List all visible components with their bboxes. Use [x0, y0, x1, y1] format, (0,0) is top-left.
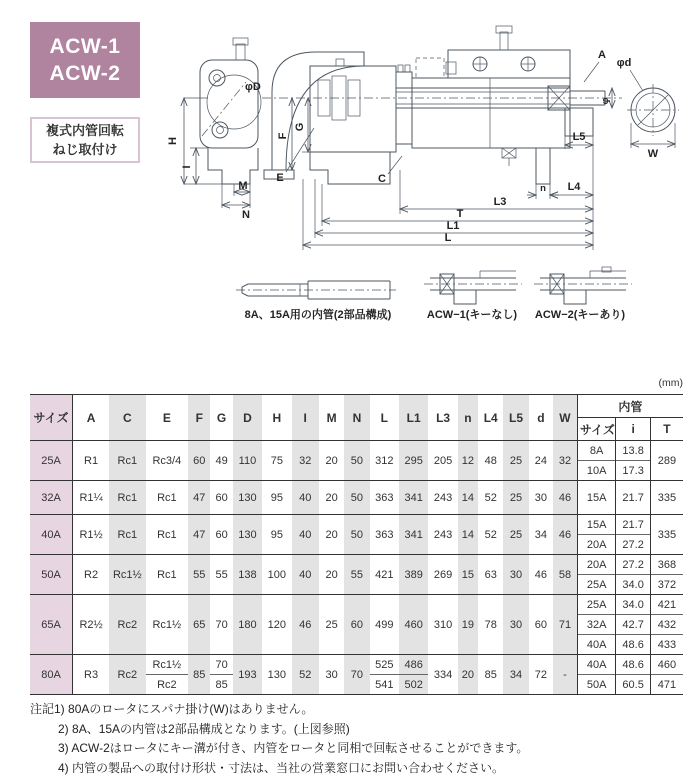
table-cell: 20	[319, 555, 344, 595]
table-cell: 70	[344, 655, 369, 695]
note-4	[30, 759, 670, 779]
table-cell: 24	[529, 441, 553, 481]
table-cell: 12	[458, 441, 478, 481]
table-row	[30, 515, 683, 535]
column-header-A: A	[73, 395, 110, 441]
table-cell: 14	[458, 515, 478, 555]
dim-label-T: T	[456, 208, 464, 220]
inner-i-cell: 60.5	[616, 675, 650, 695]
inner-size-cell: 20A	[577, 555, 616, 575]
table-cell: R1½	[73, 515, 110, 555]
table-cell: 60	[188, 441, 210, 481]
inner-T-cell: 368	[650, 555, 683, 575]
table-cell: 341	[399, 481, 428, 515]
column-header-F: F	[188, 395, 210, 441]
column-header-L: L	[370, 395, 399, 441]
table-cell: 486	[399, 655, 428, 675]
table-cell: R3	[73, 655, 110, 695]
inner-i-cell: 21.7	[616, 481, 650, 515]
column-header-inner-1: i	[616, 418, 650, 441]
table-cell: R1¼	[73, 481, 110, 515]
table-cell: 269	[428, 555, 457, 595]
inner-size-cell: 50A	[577, 675, 616, 695]
table-cell: 85	[478, 655, 503, 695]
table-cell: 60	[529, 595, 553, 655]
inner-i-cell: 27.2	[616, 535, 650, 555]
dim-label-W: W	[647, 148, 659, 160]
table-cell: 40	[292, 555, 319, 595]
table-cell: 243	[428, 515, 457, 555]
table-cell: 71	[553, 595, 577, 655]
note-3-text: ACW-2はロータにキー溝が付き、内管をロータと同相で回転させることができます。	[71, 741, 529, 755]
column-header-L1: L1	[399, 395, 428, 441]
dim-label-E: E	[276, 172, 284, 184]
table-cell: 541	[370, 675, 399, 695]
table-cell: 47	[188, 515, 210, 555]
table-cell: 50	[344, 515, 369, 555]
column-header-d: d	[529, 395, 553, 441]
table-cell: 52	[292, 655, 319, 695]
table-cell: Rc1	[109, 481, 146, 515]
subtitle-line1: 複式内管回転	[45, 123, 124, 138]
size-cell: 80A	[30, 655, 73, 695]
table-cell: Rc1½	[146, 655, 189, 675]
dim-label-G: G	[294, 122, 306, 132]
detail-acw1	[424, 271, 522, 304]
column-header-L5: L5	[503, 395, 528, 441]
column-header-L4: L4	[478, 395, 503, 441]
inner-T-cell: 471	[650, 675, 683, 695]
inner-size-cell: 15A	[577, 481, 616, 515]
table-cell: 40	[292, 481, 319, 515]
column-header-G: G	[210, 395, 232, 441]
caption-acw2: ACW−2(キーあり)	[534, 309, 626, 321]
dim-label-L: L	[444, 232, 452, 244]
table-cell: 52	[478, 481, 503, 515]
inner-T-cell: 372	[650, 575, 683, 595]
column-header-n: n	[458, 395, 478, 441]
inner-size-cell: 25A	[577, 595, 616, 615]
table-cell: 20	[319, 515, 344, 555]
dim-label-phi: φ	[600, 97, 611, 105]
column-header-C: C	[109, 395, 146, 441]
table-cell: 32	[553, 441, 577, 481]
section-view-dimensions	[276, 49, 675, 250]
inner-T-cell: 421	[650, 595, 683, 615]
table-cell: 525	[370, 655, 399, 675]
size-cell: 40A	[30, 515, 73, 555]
table-cell: 40	[292, 515, 319, 555]
table-cell: Rc1½	[109, 555, 146, 595]
table-cell: Rc3/4	[146, 441, 189, 481]
inner-i-cell: 13.8	[616, 441, 650, 461]
table-cell: 130	[262, 655, 291, 695]
table-cell: 30	[503, 555, 528, 595]
table-cell: Rc1	[109, 441, 146, 481]
dim-label-C: C	[378, 173, 386, 185]
dim-label-phid: φd	[616, 57, 632, 69]
table-cell: 47	[188, 481, 210, 515]
table-cell: 193	[233, 655, 262, 695]
dim-label-M: M	[238, 180, 248, 192]
spec-table	[30, 394, 683, 695]
inner-size-cell: 32A	[577, 615, 616, 635]
table-cell: 20	[458, 655, 478, 695]
inner-size-cell: 10A	[577, 461, 616, 481]
model-badge	[30, 22, 140, 98]
column-header-I: I	[292, 395, 319, 441]
table-cell: 25	[319, 595, 344, 655]
dim-label-L3: L3	[493, 196, 507, 208]
table-cell: 50	[344, 441, 369, 481]
inner-i-cell: 21.7	[616, 515, 650, 535]
inner-i-cell: 34.0	[616, 575, 650, 595]
column-header-inner-2: T	[650, 418, 683, 441]
caption-inner-pipe: 8A、15A用の内管(2部品構成)	[244, 309, 392, 321]
inner-i-cell: 34.0	[616, 595, 650, 615]
table-cell: 243	[428, 481, 457, 515]
table-cell: 72	[529, 655, 553, 695]
inner-i-cell: 48.6	[616, 655, 650, 675]
inner-T-cell: 335	[650, 515, 683, 555]
caption-acw1: ACW−1(キーなし)	[426, 309, 518, 321]
size-cell: 25A	[30, 441, 73, 481]
table-cell: 34	[529, 515, 553, 555]
note-3-label: 3)	[58, 741, 69, 755]
table-cell: 30	[319, 655, 344, 695]
table-cell: 49	[210, 441, 232, 481]
table-cell: R2	[73, 555, 110, 595]
inner-T-cell: 432	[650, 615, 683, 635]
model-name-acw1: ACW-1	[49, 35, 121, 58]
table-cell: 20	[319, 481, 344, 515]
dim-label-H: H	[167, 137, 179, 145]
subtitle-box	[30, 117, 140, 163]
unit-label: (mm)	[658, 377, 683, 389]
column-header-inner-0: サイズ	[577, 418, 616, 441]
dim-label-A: A	[598, 49, 606, 61]
table-cell: 30	[503, 595, 528, 655]
table-cell: 58	[553, 555, 577, 595]
table-cell: 25	[503, 515, 528, 555]
column-header-E: E	[146, 395, 189, 441]
inner-size-cell: 15A	[577, 515, 616, 535]
table-cell: Rc2	[109, 595, 146, 655]
table-cell: Rc1	[146, 515, 189, 555]
table-cell: 46	[529, 555, 553, 595]
column-header-W: W	[553, 395, 577, 441]
table-cell: 60	[210, 481, 232, 515]
table-cell: 55	[344, 555, 369, 595]
note-2-text: 8A、15Aの内管は2部品構成となります。(上図参照)	[72, 721, 350, 736]
column-group-inner-pipe: 内管	[577, 395, 683, 418]
table-cell: 95	[262, 515, 291, 555]
table-cell: 65	[188, 595, 210, 655]
table-cell: Rc1	[146, 555, 189, 595]
table-cell: Rc1	[146, 481, 189, 515]
table-cell: 46	[292, 595, 319, 655]
table-cell: 50	[344, 481, 369, 515]
note-1-label: 注記1)	[30, 702, 65, 716]
note-2-label: 2)	[58, 721, 69, 736]
inner-i-cell: 27.2	[616, 555, 650, 575]
inner-i-cell: 42.7	[616, 615, 650, 635]
table-cell: 341	[399, 515, 428, 555]
dim-label-N: N	[242, 209, 250, 221]
inner-size-cell: 20A	[577, 535, 616, 555]
table-row	[30, 441, 683, 461]
table-row	[30, 481, 683, 515]
table-cell: 52	[478, 515, 503, 555]
table-cell: 363	[370, 515, 399, 555]
inner-T-cell: 433	[650, 635, 683, 655]
table-cell: 499	[370, 595, 399, 655]
table-cell: 25	[503, 481, 528, 515]
inner-size-cell: 25A	[577, 575, 616, 595]
table-cell: 32	[292, 441, 319, 481]
column-header-M: M	[319, 395, 344, 441]
table-cell: 120	[262, 595, 291, 655]
table-cell: 25	[503, 441, 528, 481]
table-cell: R2½	[73, 595, 110, 655]
table-cell: -	[553, 655, 577, 695]
table-cell: 460	[399, 595, 428, 655]
table-row	[30, 595, 683, 615]
table-cell: 70	[210, 655, 232, 675]
inner-T-cell: 289	[650, 441, 683, 481]
note-3	[30, 739, 670, 759]
table-cell: 138	[233, 555, 262, 595]
detail-acw2	[534, 267, 632, 304]
table-cell: 310	[428, 595, 457, 655]
table-cell: R1	[73, 441, 110, 481]
subtitle-line2: ねじ取付け	[52, 142, 118, 157]
table-cell: 130	[233, 481, 262, 515]
dim-label-n: n	[540, 183, 546, 194]
table-cell: 205	[428, 441, 457, 481]
inner-size-cell: 40A	[577, 635, 616, 655]
table-cell: 60	[210, 515, 232, 555]
table-cell: 75	[262, 441, 291, 481]
size-cell: 50A	[30, 555, 73, 595]
table-cell: 502	[399, 675, 428, 695]
table-cell: 421	[370, 555, 399, 595]
table-cell: 30	[529, 481, 553, 515]
table-cell: Rc2	[109, 655, 146, 695]
table-cell: 14	[458, 481, 478, 515]
dim-label-L5: L5	[572, 131, 586, 143]
table-cell: 312	[370, 441, 399, 481]
table-cell: 55	[188, 555, 210, 595]
table-cell: 70	[210, 595, 232, 655]
table-cell: 20	[319, 441, 344, 481]
table-cell: 60	[344, 595, 369, 655]
column-header-H: H	[262, 395, 291, 441]
column-header-L3: L3	[428, 395, 457, 441]
inner-size-cell: 40A	[577, 655, 616, 675]
side-view-dimensions	[167, 81, 261, 221]
table-row	[30, 655, 683, 675]
column-header-size: サイズ	[30, 395, 73, 441]
table-cell: 100	[262, 555, 291, 595]
technical-drawing	[150, 18, 688, 328]
note-4-label: 4)	[58, 760, 69, 775]
note-4-text: 内管の製品への取付け形状・寸法は、当社の営業窓口にお問い合わせください。	[72, 760, 505, 775]
size-cell: 65A	[30, 595, 73, 655]
dim-label-I: I	[181, 165, 193, 169]
inner-T-cell: 335	[650, 481, 683, 515]
table-row	[30, 555, 683, 575]
table-cell: 19	[458, 595, 478, 655]
table-cell: 78	[478, 595, 503, 655]
note-2	[30, 720, 670, 740]
table-cell: 334	[428, 655, 457, 695]
column-header-N: N	[344, 395, 369, 441]
table-cell: Rc1½	[146, 595, 189, 655]
inner-size-cell: 8A	[577, 441, 616, 461]
table-cell: 85	[188, 655, 210, 695]
table-cell: Rc1	[109, 515, 146, 555]
dim-label-L4: L4	[567, 181, 581, 193]
inner-i-cell: 17.3	[616, 461, 650, 481]
table-cell: 48	[478, 441, 503, 481]
column-header-D: D	[233, 395, 262, 441]
model-name-acw2: ACW-2	[49, 62, 121, 85]
table-cell: 46	[553, 481, 577, 515]
inner-i-cell: 48.6	[616, 635, 650, 655]
size-cell: 32A	[30, 481, 73, 515]
table-cell: 34	[503, 655, 528, 695]
header-row	[30, 395, 683, 418]
detail-inner-pipe	[236, 281, 396, 299]
table-cell: Rc2	[146, 675, 189, 695]
side-view	[200, 38, 261, 184]
table-cell: 15	[458, 555, 478, 595]
section-view	[262, 26, 679, 184]
dim-label-L1: L1	[446, 220, 460, 232]
table-cell: 63	[478, 555, 503, 595]
table-cell: 363	[370, 481, 399, 515]
table-cell: 389	[399, 555, 428, 595]
table-cell: 110	[233, 441, 262, 481]
table-cell: 95	[262, 481, 291, 515]
table-cell: 130	[233, 515, 262, 555]
table-cell: 55	[210, 555, 232, 595]
table-cell: 46	[553, 515, 577, 555]
table-cell: 180	[233, 595, 262, 655]
table-cell: 295	[399, 441, 428, 481]
dim-label-F: F	[277, 132, 289, 140]
notes	[30, 700, 670, 778]
inner-T-cell: 460	[650, 655, 683, 675]
dim-label-phiD: φD	[245, 81, 261, 93]
table-cell: 85	[210, 675, 232, 695]
note-1	[30, 700, 670, 720]
note-1-text: 80Aのロータにスパナ掛け(W)はありません。	[68, 702, 314, 716]
